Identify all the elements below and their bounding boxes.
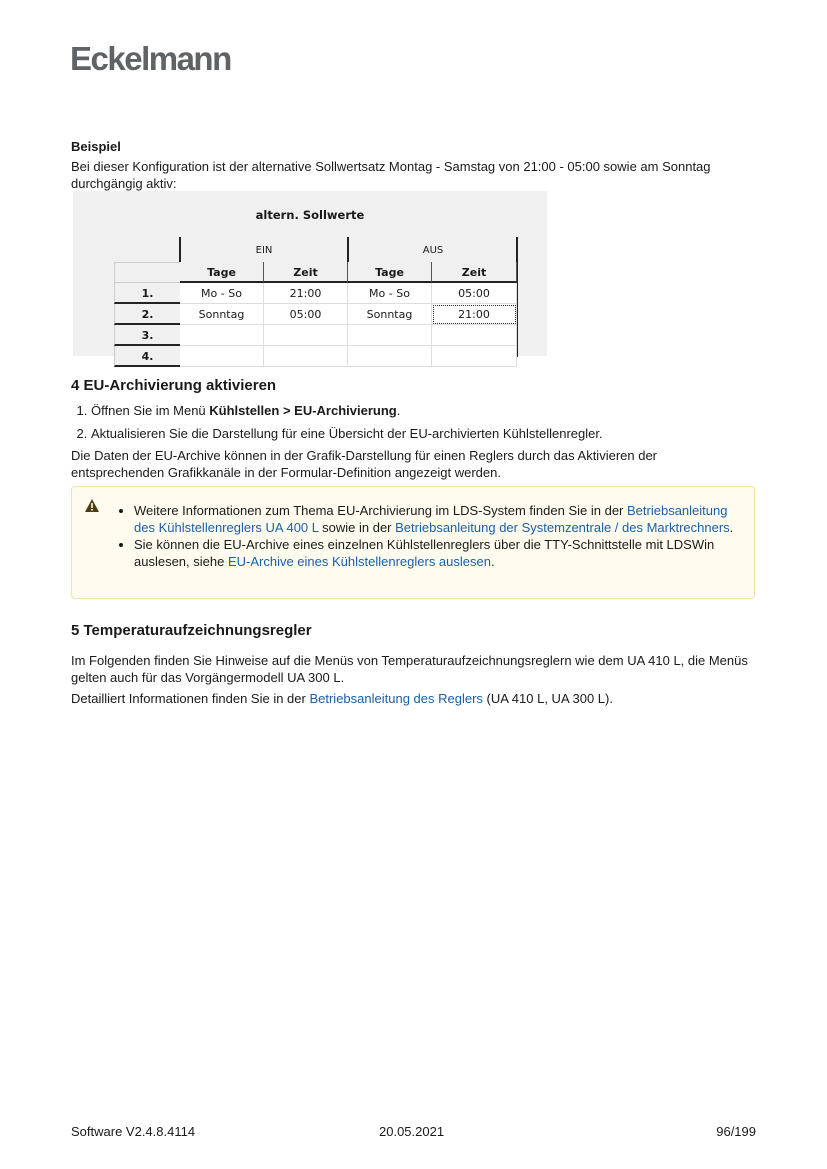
row-header: 3. [114, 325, 180, 346]
group-ein: EIN [255, 245, 273, 256]
table-cell: Mo - So [348, 283, 432, 304]
eckelmann-logo: Eckelmann [70, 40, 231, 77]
group-aus: AUS [422, 245, 444, 256]
table-cell [432, 325, 517, 346]
table-cell [180, 346, 264, 367]
table-cell: 21:00 [264, 283, 348, 304]
text: sowie in der [318, 520, 396, 535]
link-eu-archive-auslesen[interactable]: EU-Archive eines Kühlstellenreglers auslesen [227, 554, 491, 569]
row-header: 1. [114, 283, 180, 304]
table-cell [348, 346, 432, 367]
table-cell: 21:00 [432, 304, 517, 325]
step1-end: . [396, 403, 401, 418]
section4-steps [71, 399, 781, 445]
warning-icon [85, 499, 99, 512]
table-cell [180, 325, 264, 346]
section5-para2 [71, 690, 761, 707]
example-heading: Beispiel [71, 139, 121, 154]
step-2: 2. Aktualisieren Sie die Darstellung für eine Übersicht der EU-archivierten Kühlstellenregler. [91, 422, 781, 445]
table-cell [264, 346, 348, 367]
section4-para: Die Daten der EU-Archive können in der Grafik-Darstellung für einen Reglers durch das Aktivieren der entsprechenden Grafikkanäle in der Formular-Definition angezeigt werden. [71, 448, 658, 480]
table-title: altern. Sollwerte [255, 208, 365, 222]
menu-path: Kühlstellen > EU-Archivierung [209, 403, 397, 418]
warning-box [71, 486, 755, 599]
text: Sie können die EU-Archive eines einzelnen Kühlstellenreglers über die TTY-Schnittstelle mit LDSWin auslesen, siehe [134, 537, 715, 569]
column-header: Zeit [264, 262, 348, 283]
footer-version: Software V2.4.8.4114 [71, 1124, 196, 1139]
table-cell: 05:00 [264, 304, 348, 325]
row-header: 4. [114, 346, 180, 367]
link-ua400l-manual[interactable]: Betriebsanleitung des Kühlstellenreglers UA 400 L [134, 503, 728, 535]
footer-page: 96/199 [716, 1124, 756, 1139]
text: . [490, 554, 495, 569]
table-cell: 05:00 [432, 283, 517, 304]
table-cell [432, 346, 517, 367]
table-cell [348, 325, 432, 346]
warning-item-1 [134, 502, 734, 536]
sollwerte-table-screenshot [73, 191, 547, 363]
table-cell: Mo - So [180, 283, 264, 304]
table-cell: Sonntag [348, 304, 432, 325]
example-text: Bei dieser Konfiguration ist der alternative Sollwertsatz Montag - Samstag von 21:00 - 05:00 sowie am Sonntag durchgängig aktiv: [71, 159, 711, 191]
text: Weitere Informationen zum Thema EU-Archivierung im LDS-System finden Sie in der [134, 503, 627, 518]
step-1 [91, 399, 781, 422]
column-header: Zeit [432, 262, 517, 283]
link-systemzentrale-manual[interactable]: Betriebsanleitung der Systemzentrale / des Marktrechners [395, 520, 730, 535]
footer-date: 20.05.2021 [379, 1124, 445, 1139]
table-cell [264, 325, 348, 346]
section4-heading: 4 EU-Archivierung aktivieren [71, 377, 277, 394]
text: Detailliert Informationen finden Sie in der [71, 691, 310, 706]
column-header: Tage [180, 262, 264, 283]
corner-cell [114, 262, 180, 283]
text: (UA 410 L, UA 300 L). [482, 691, 613, 706]
text: . [729, 520, 734, 535]
warning-item-2 [134, 536, 734, 570]
step1-text: Öffnen Sie im Menü [91, 403, 210, 418]
section5-heading: 5 Temperaturaufzeichnungsregler [71, 622, 312, 639]
table-cell: Sonntag [180, 304, 264, 325]
row-header: 2. [114, 304, 180, 325]
section5-para1: Im Folgenden finden Sie Hinweise auf die Menüs von Temperaturaufzeichnungsreglern wie dem UA 410 L, die Menüs gelten auch für das Vorgängermodell UA 300 L. [71, 653, 748, 685]
link-regler-manual[interactable]: Betriebsanleitung des Reglers [309, 691, 483, 706]
column-header: Tage [348, 262, 432, 283]
